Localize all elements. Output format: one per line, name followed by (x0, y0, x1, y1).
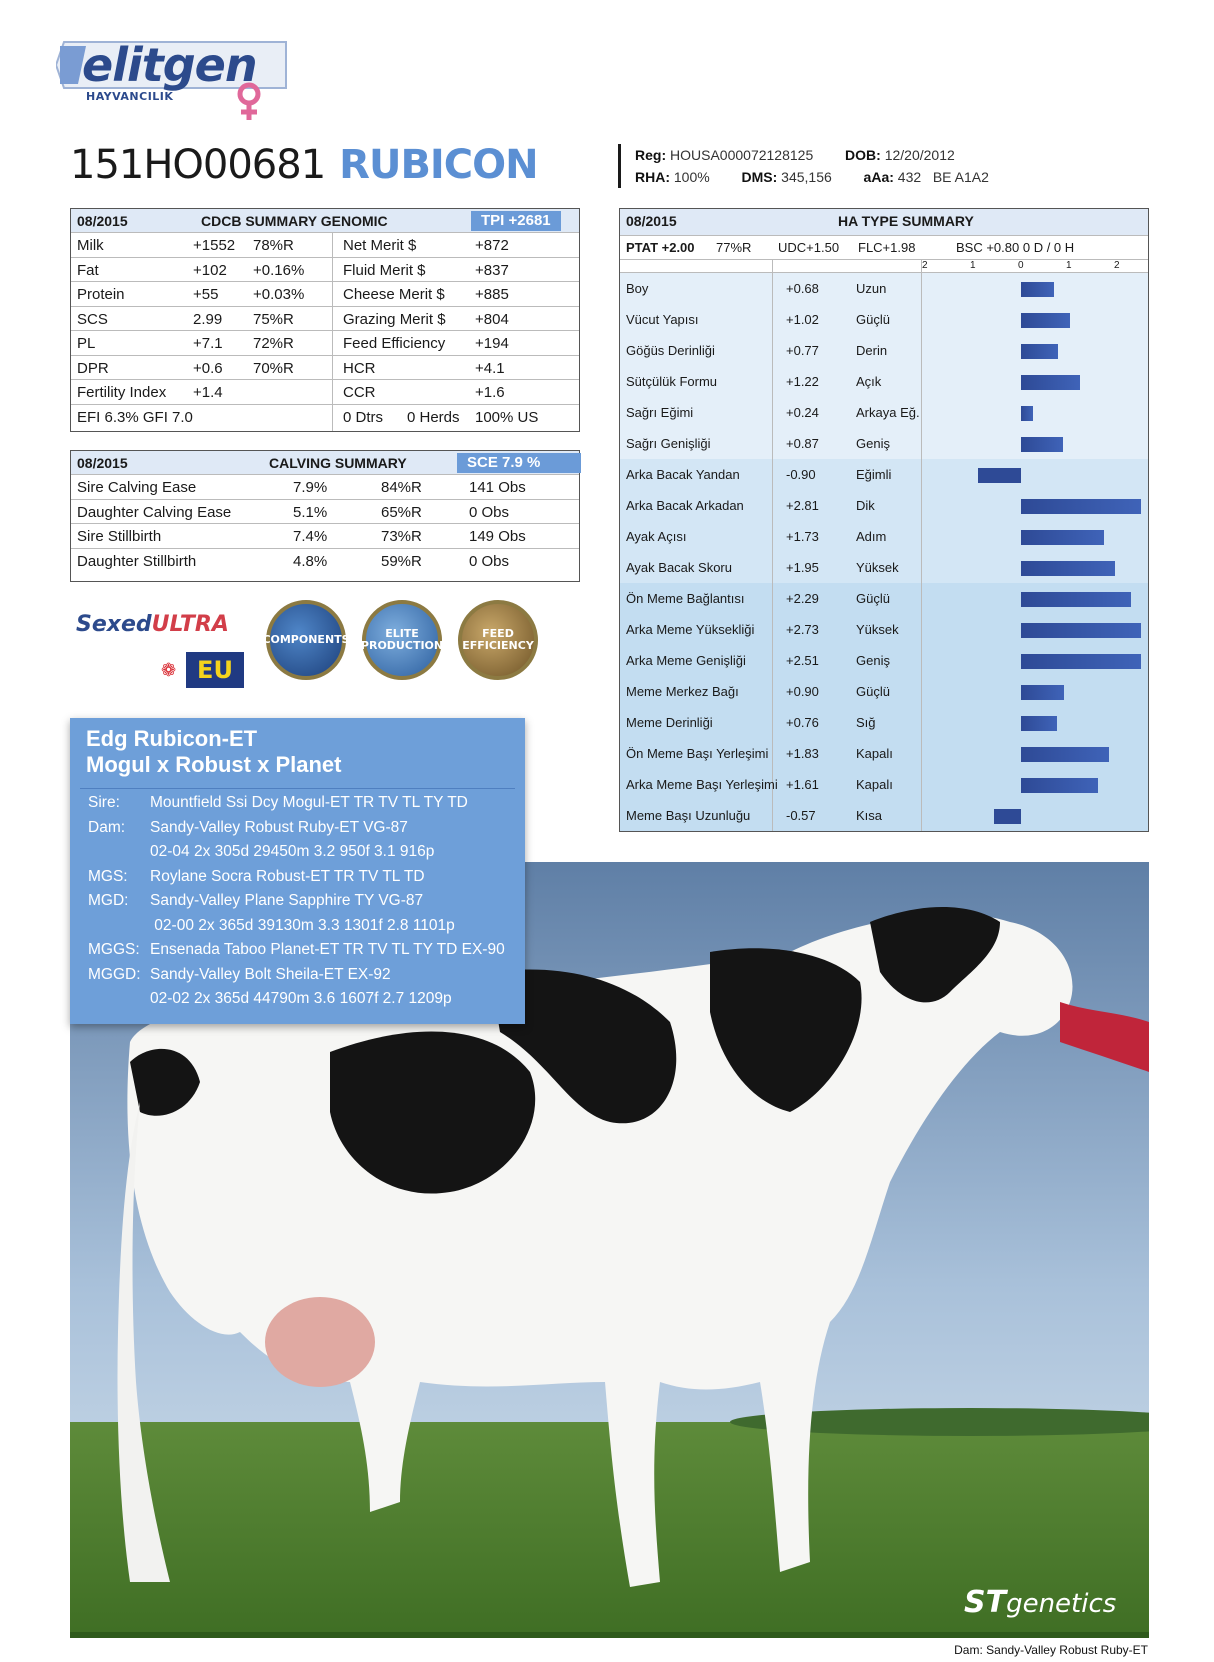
dob-label: DOB: (845, 147, 881, 163)
components-medal (262, 600, 350, 680)
cdcb-cell: 100% US (475, 408, 539, 426)
scale-tick-label: 1 (970, 260, 976, 271)
trait-bar (1021, 685, 1064, 700)
trait-descriptor: Açık (856, 374, 882, 389)
type-trait-row (620, 614, 1148, 645)
trait-bar-area (921, 645, 1148, 676)
cdcb-cell: PL (77, 335, 96, 352)
trait-descriptor: Geniş (856, 653, 890, 668)
canada-eu-badge (154, 652, 248, 688)
cdcb-cell: CCR (343, 384, 376, 401)
female-symbol-icon (234, 82, 264, 122)
trait-name: Arka Meme Başı Yerleşimi (626, 777, 778, 792)
sexed-ultra-logo (76, 612, 229, 637)
cdcb-cell: Protein (77, 286, 125, 303)
trait-value: +0.24 (786, 405, 819, 420)
trait-descriptor: Yüksek (856, 560, 899, 575)
calving-cell: 149 Obs (469, 528, 526, 545)
pedigree-value: Roylane Socra Robust-ET TR TV TL TD (150, 867, 425, 885)
genetics-logo-text: genetics (1006, 1589, 1117, 1619)
bull-name: RUBICON (339, 142, 538, 188)
trait-bar (1021, 406, 1033, 421)
trait-name: Meme Başı Uzunluğu (626, 808, 751, 823)
cdcb-cell: Milk (77, 237, 104, 254)
trait-bar (1021, 592, 1131, 607)
trait-bar (1021, 313, 1070, 328)
type-subheader (620, 235, 1148, 259)
trait-bar-area (921, 738, 1148, 769)
trait-value: -0.57 (786, 808, 816, 823)
cdcb-cell: +885 (475, 286, 509, 303)
rha-label: RHA: (635, 169, 670, 185)
reg-label: Reg: (635, 147, 667, 163)
pedigree-row (88, 941, 505, 959)
pedigree-row (88, 917, 455, 935)
type-scale (620, 259, 1148, 273)
trait-bar-area (921, 459, 1148, 490)
elite-production-medal (362, 600, 442, 680)
calving-summary-table (70, 450, 580, 582)
trait-name: Göğüs Derinliği (626, 343, 715, 358)
cdcb-cell: +1.4 (193, 384, 223, 401)
calving-cell: 59%R (381, 552, 422, 570)
tpi-badge: TPI +2681 (471, 211, 561, 231)
cdcb-cell: +55 (193, 286, 219, 303)
calving-title: CALVING SUMMARY (269, 455, 407, 471)
calving-header (71, 451, 579, 474)
cdcb-row (71, 281, 579, 306)
trait-name: Ön Meme Başı Yerleşimi (626, 746, 769, 761)
trait-bar-area (921, 335, 1148, 366)
calving-cell: Daughter Calving Ease (77, 503, 232, 521)
cdcb-cell: +102 (193, 261, 227, 279)
trait-name: Meme Derinliği (626, 715, 713, 730)
pedigree-key: MGS: (88, 867, 128, 885)
trait-descriptor: Eğimli (856, 467, 892, 482)
medal-label: COMPONENTS (262, 633, 350, 646)
trait-bar (1021, 561, 1115, 576)
calving-cell: 84%R (381, 479, 422, 496)
calving-cell: Daughter Stillbirth (77, 552, 197, 570)
calving-row (71, 548, 579, 573)
type-trait-row (620, 428, 1148, 459)
trait-bar-area (921, 304, 1148, 335)
trait-descriptor: Uzun (856, 281, 887, 296)
st-logo-text: ST (964, 1585, 1007, 1620)
calving-cell: 73%R (381, 528, 422, 545)
trait-bar (1021, 654, 1141, 669)
trait-descriptor: Kısa (856, 808, 883, 823)
trait-value: +1.22 (786, 374, 819, 389)
trait-name: Vücut Yapısı (626, 312, 699, 327)
pedigree-value: 02-02 2x 365d 44790m 3.6 1607f 2.7 1209p (150, 990, 452, 1007)
trait-bar (1021, 716, 1057, 731)
trait-name: Arka Meme Genişliği (626, 653, 746, 668)
cdcb-cell: SCS (77, 310, 108, 328)
scale-tick-label: 0 (1018, 260, 1024, 271)
trait-bar (1021, 747, 1109, 762)
medal-label: ELITE PRODUCTION (360, 627, 444, 652)
flc-value: FLC+1.98 (858, 240, 916, 255)
pedigree-value: 02-04 2x 305d 29450m 3.2 950f 3.1 916p (150, 843, 435, 860)
trait-bar-area (921, 490, 1148, 521)
logo-wordmark: elitgen (82, 38, 257, 92)
calving-cell: 65%R (381, 503, 422, 521)
cdcb-row (71, 257, 579, 282)
scale-tick-label: 2 (1114, 260, 1120, 271)
st-genetics-logo (964, 1585, 1116, 1620)
trait-value: +2.29 (786, 591, 819, 606)
cdcb-cell: Fertility Index (77, 384, 167, 401)
feed-efficiency-medal (458, 600, 538, 680)
reg-value: HOUSA000072128125 (670, 147, 814, 163)
sce-badge: SCE 7.9 % (457, 453, 581, 473)
cdcb-cell: 78%R (253, 237, 294, 254)
reliability-value: 77%R (716, 240, 752, 255)
trait-descriptor: Güçlü (856, 312, 890, 327)
cdcb-cell: +872 (475, 237, 509, 254)
trait-bar (1021, 437, 1063, 452)
trait-name: Arka Meme Yüksekliği (626, 622, 755, 637)
pedigree-value: 02-00 2x 365d 39130m 3.3 1301f 2.8 1101p (150, 916, 455, 934)
type-trait-row (620, 645, 1148, 676)
cdcb-cell: Fluid Merit $ (343, 261, 426, 279)
trait-bar (1021, 623, 1141, 638)
trait-descriptor: Sığ (856, 715, 876, 730)
cdcb-cell: +4.1 (475, 359, 505, 377)
type-title: HA TYPE SUMMARY (838, 213, 974, 229)
type-trait-row (620, 490, 1148, 521)
cdcb-cell: DPR (77, 359, 109, 377)
dms-value: 345,156 (781, 169, 832, 185)
cdcb-row (71, 306, 579, 331)
pedigree-key: MGGD: (88, 965, 141, 983)
trait-value: +0.76 (786, 715, 819, 730)
ptat-value: PTAT +2.00 (626, 240, 695, 255)
cdcb-row (71, 355, 579, 380)
pedigree-heading (86, 726, 341, 778)
trait-descriptor: Derin (856, 343, 888, 358)
cdcb-cell: HCR (343, 359, 376, 377)
cdcb-header (71, 209, 579, 232)
trait-descriptor: Güçlü (856, 591, 890, 606)
trait-value: +0.68 (786, 281, 819, 296)
trait-descriptor: Kapalı (856, 777, 893, 792)
elitgen-logo (56, 30, 296, 120)
trait-bar (978, 468, 1021, 483)
trait-name: Sağrı Genişliği (626, 436, 711, 451)
calving-cell: Sire Calving Ease (77, 479, 197, 496)
type-trait-row (620, 769, 1148, 800)
trait-name: Arka Bacak Arkadan (626, 498, 744, 513)
type-trait-row (620, 738, 1148, 769)
pedigree-row (88, 868, 425, 886)
calving-row (71, 474, 579, 499)
trait-value: -0.90 (786, 467, 816, 482)
trait-bar-area (921, 273, 1148, 304)
trait-bar-area (921, 583, 1148, 614)
pedigree-row (88, 794, 468, 812)
trait-bar-area (921, 397, 1148, 428)
trait-name: Arka Bacak Yandan (626, 467, 740, 482)
cdcb-cell: Net Merit $ (343, 237, 417, 254)
aaa-value: 432 (897, 169, 922, 185)
cdcb-cell: +1552 (193, 237, 236, 254)
cdcb-cell: +0.03% (253, 286, 305, 303)
trait-name: Ayak Bacak Skoru (626, 560, 732, 575)
trait-bar-area (921, 614, 1148, 645)
type-trait-row (620, 800, 1148, 831)
cdcb-cell: +837 (475, 261, 509, 279)
rha-value: 100% (673, 169, 710, 185)
pedigree-panel (70, 718, 525, 1024)
cdcb-summary-table (70, 208, 580, 432)
badge-row (70, 600, 550, 700)
trait-value: +2.51 (786, 653, 819, 668)
calving-cell: 4.8% (293, 552, 328, 570)
pedigree-row (88, 843, 434, 861)
trait-bar (1021, 499, 1141, 514)
scale-tick-label: 1 (1066, 260, 1072, 271)
cdcb-cell: +194 (475, 335, 509, 352)
type-trait-row (620, 459, 1148, 490)
trait-value: +1.61 (786, 777, 819, 792)
type-trait-row (620, 335, 1148, 366)
photo-caption: Dam: Sandy-Valley Robust Ruby-ET (954, 1643, 1148, 1657)
trait-value: +2.81 (786, 498, 819, 513)
cdcb-row (71, 232, 579, 257)
calving-row (71, 499, 579, 524)
bull-code: 151HO00681 (70, 142, 326, 188)
trait-name: Boy (626, 281, 649, 296)
be-value: BE A1A2 (932, 169, 989, 185)
pedigree-key: MGGS: (88, 941, 140, 958)
trait-name: Ön Meme Bağlantısı (626, 591, 745, 606)
trait-value: +2.73 (786, 622, 819, 637)
trait-descriptor: Güçlü (856, 684, 890, 699)
trait-descriptor: Kapalı (856, 746, 893, 761)
trait-name: Meme Merkez Bağı (626, 684, 739, 699)
type-trait-row (620, 676, 1148, 707)
calving-cell: 141 Obs (469, 479, 526, 496)
trait-bar-area (921, 552, 1148, 583)
trait-bar (1021, 282, 1054, 297)
trait-descriptor: Geniş (856, 436, 890, 451)
cdcb-cell: 70%R (253, 359, 294, 377)
calving-date: 08/2015 (77, 455, 128, 471)
trait-bar (1021, 778, 1098, 793)
trait-bar-area (921, 366, 1148, 397)
type-trait-row (620, 552, 1148, 583)
cdcb-title: CDCB SUMMARY GENOMIC (201, 213, 388, 229)
cdcb-column-divider (332, 233, 333, 431)
trait-value: +0.90 (786, 684, 819, 699)
calving-cell: 7.4% (293, 528, 328, 545)
cdcb-row (71, 330, 579, 355)
pedigree-key: MGD: (88, 892, 129, 909)
pedigree-row (88, 990, 452, 1008)
trait-name: Sütçülük Formu (626, 374, 718, 389)
cdcb-cell: +1.6 (475, 384, 505, 401)
scale-tick-label: 2 (922, 260, 928, 271)
trait-value: +1.02 (786, 312, 819, 327)
cdcb-row (71, 404, 579, 429)
trait-bar-area (921, 676, 1148, 707)
trait-bar-area (921, 521, 1148, 552)
pedigree-value: Sandy-Valley Bolt Sheila-ET EX-92 (150, 965, 391, 983)
pedigree-bull-name: Edg Rubicon-ET (86, 726, 258, 751)
pedigree-row (88, 966, 391, 984)
trait-value: +1.83 (786, 746, 819, 761)
trait-value: +0.77 (786, 343, 819, 358)
type-trait-row (620, 707, 1148, 738)
trait-value: +1.73 (786, 529, 819, 544)
pedigree-key: Sire: (88, 794, 120, 811)
canada-flag-icon: ❁ (154, 657, 184, 685)
trait-descriptor: Yüksek (856, 622, 899, 637)
calving-cell: 0 Obs (469, 552, 510, 570)
logo-subtitle: HAYVANCILIK (86, 90, 174, 103)
cdcb-cell: Cheese Merit $ (343, 286, 445, 303)
cdcb-cell: Grazing Merit $ (343, 310, 446, 328)
cdcb-cell: 2.99 (193, 310, 223, 328)
calving-cell: 5.1% (293, 503, 328, 521)
pedigree-row (88, 892, 423, 910)
cdcb-cell: 72%R (253, 335, 294, 352)
cdcb-cell: +0.6 (193, 359, 223, 377)
pedigree-row (88, 819, 408, 837)
trait-descriptor: Adım (856, 529, 887, 544)
calving-row (71, 523, 579, 548)
trait-bar-area (921, 707, 1148, 738)
type-trait-row (620, 397, 1148, 428)
medal-label: FEED EFFICIENCY (462, 627, 534, 652)
trait-name: Ayak Açısı (626, 529, 687, 544)
eu-label: EU (186, 652, 244, 688)
page-title (70, 142, 538, 188)
pedigree-key: Dam: (88, 818, 126, 836)
pedigree-value: Mountfield Ssi Dcy Mogul-ET TR TV TL TY TD (150, 794, 468, 811)
trait-bar-area (921, 769, 1148, 800)
type-trait-row (620, 366, 1148, 397)
bsc-value: BSC +0.80 0 D / 0 H (956, 240, 1075, 255)
cdcb-row (71, 379, 579, 404)
trait-bar (1021, 344, 1058, 359)
trait-value: +0.87 (786, 436, 819, 451)
cdcb-cell: +804 (475, 310, 509, 328)
cdcb-cell: 0 Herds (407, 408, 460, 426)
pedigree-value: Sandy-Valley Plane Sapphire TY VG-87 (150, 892, 424, 909)
type-trait-row (620, 273, 1148, 304)
trait-descriptor: Arkaya Eğ. (856, 405, 920, 420)
pedigree-value: Ensenada Taboo Planet-ET TR TV TL TY TD EX-90 (150, 941, 505, 958)
cdcb-cell: 0 Dtrs (343, 408, 384, 426)
trait-name: Sağrı Eğimi (626, 405, 694, 420)
dms-label: DMS: (741, 169, 778, 185)
aaa-label: aAa: (863, 169, 894, 185)
registration-info (618, 144, 989, 188)
pedigree-value: Sandy-Valley Robust Ruby-ET VG-87 (150, 818, 408, 836)
cdcb-cell: 75%R (253, 310, 294, 328)
trait-bar (1021, 375, 1080, 390)
trait-bar-area (921, 428, 1148, 459)
type-trait-row (620, 583, 1148, 614)
trait-bar-area (921, 800, 1148, 831)
calving-cell: 0 Obs (469, 503, 510, 521)
trait-bar (1021, 530, 1104, 545)
cdcb-cell: EFI 6.3% GFI 7.0 (77, 408, 193, 426)
pedigree-divider (80, 788, 515, 789)
cdcb-cell: +7.1 (193, 335, 223, 352)
trait-descriptor: Dik (856, 498, 875, 513)
pedigree-lineage: Mogul x Robust x Planet (86, 752, 342, 777)
ultra-text: ULTRA (151, 612, 229, 637)
udc-value: UDC+1.50 (778, 240, 840, 255)
calving-cell: 7.9% (293, 479, 328, 496)
type-summary-chart (619, 208, 1149, 832)
cdcb-cell: Feed Efficiency (343, 335, 446, 352)
type-header (620, 209, 1148, 235)
sexed-text: Sexed (76, 612, 152, 637)
trait-value: +1.95 (786, 560, 819, 575)
type-trait-row (620, 521, 1148, 552)
cdcb-cell: +0.16% (253, 261, 305, 279)
type-date: 08/2015 (626, 213, 677, 229)
trait-bar (994, 809, 1021, 824)
calving-cell: Sire Stillbirth (77, 528, 162, 545)
cdcb-date: 08/2015 (77, 213, 128, 229)
type-trait-row (620, 304, 1148, 335)
dob-value: 12/20/2012 (884, 147, 955, 163)
cdcb-cell: Fat (77, 261, 99, 279)
